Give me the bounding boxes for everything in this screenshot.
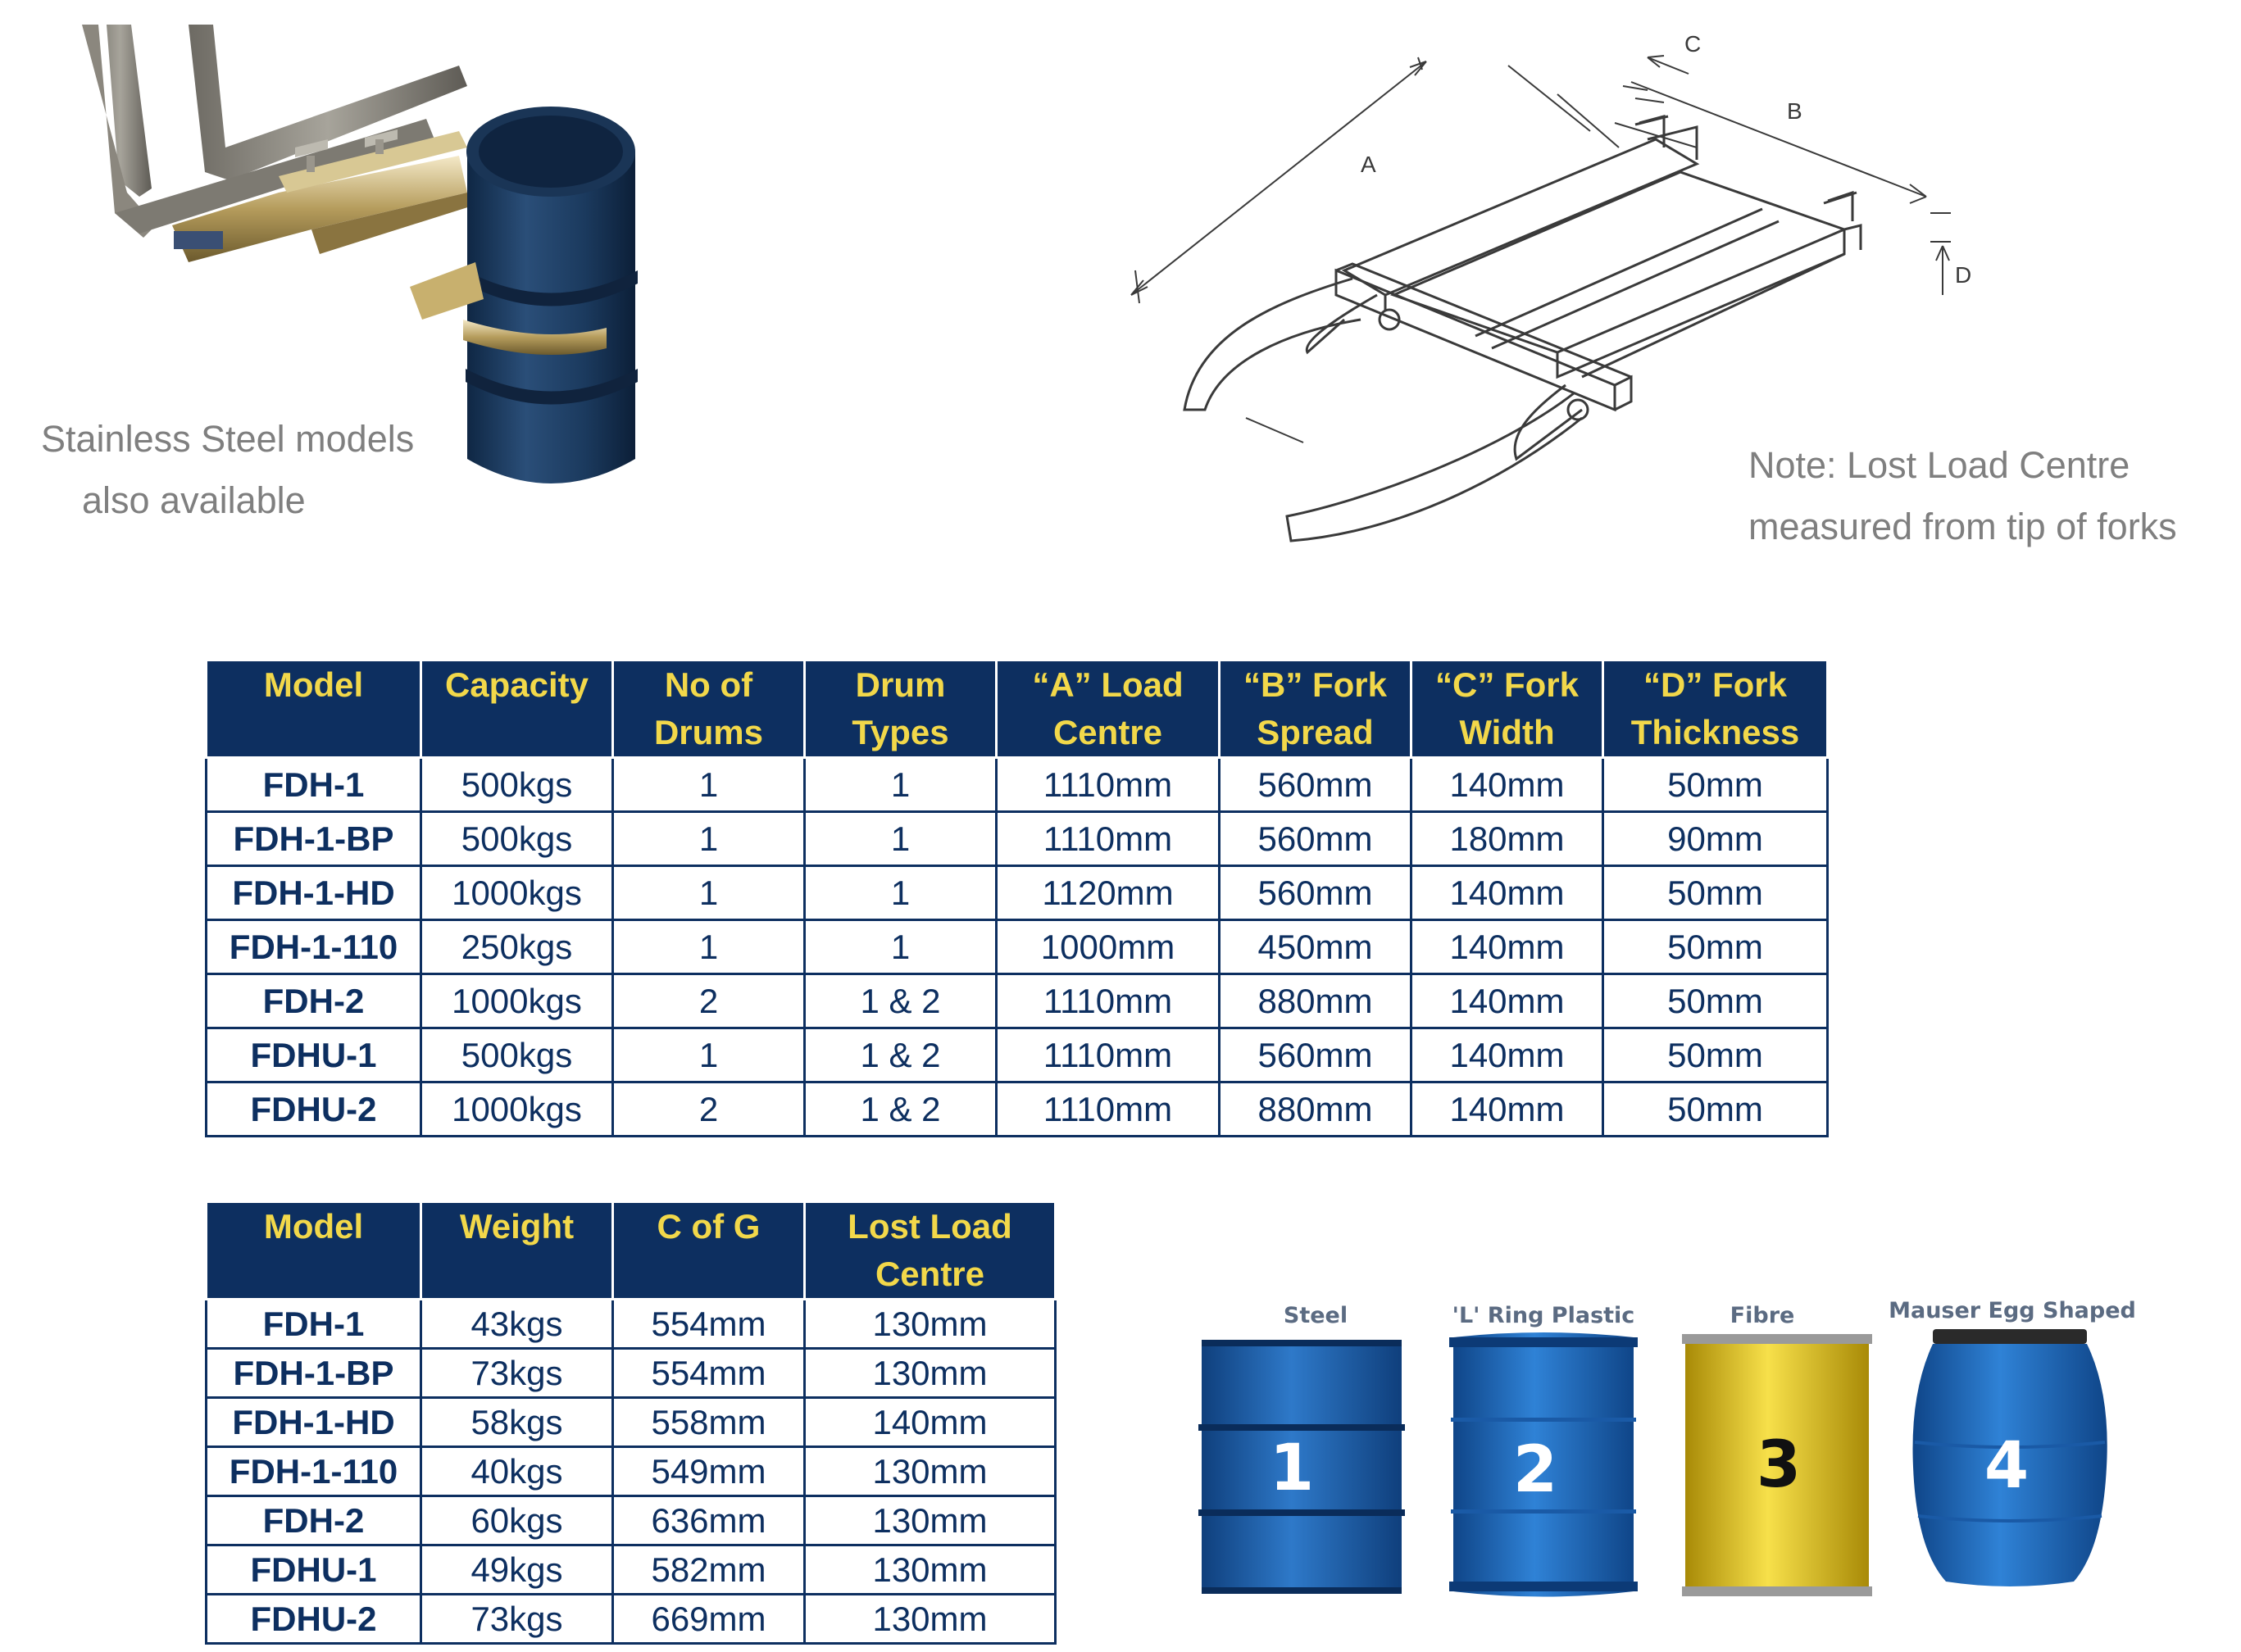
table-cell: 1 bbox=[613, 758, 805, 812]
model-cell: FDH-1-110 bbox=[207, 920, 421, 974]
drum-types bbox=[1180, 1295, 2148, 1606]
table-cell: 58kgs bbox=[421, 1398, 613, 1447]
weight_table-header-1-line-0: Weight bbox=[459, 1207, 575, 1246]
weight_table-header-1 bbox=[421, 1202, 613, 1300]
weight_table-header-3-line-0: Lost Load bbox=[848, 1207, 1012, 1246]
model-cell: FDH-1-HD bbox=[207, 866, 421, 920]
spec_table-header-5 bbox=[1220, 660, 1411, 758]
note-caption-line2: measured from tip of forks bbox=[1748, 506, 2177, 547]
table-cell: 880mm bbox=[1220, 974, 1411, 1028]
stainless-caption-line1: Stainless Steel models bbox=[41, 418, 415, 460]
table-cell: 1 bbox=[613, 920, 805, 974]
table-cell: 130mm bbox=[805, 1595, 1056, 1644]
spec_table-header-7-line-0: “D” Fork bbox=[1643, 665, 1787, 704]
table-cell: 1 & 2 bbox=[805, 1028, 997, 1082]
table-row bbox=[207, 1398, 1056, 1447]
diagram-label-c: C bbox=[1684, 31, 1702, 57]
table-row bbox=[207, 1082, 1828, 1137]
table-cell: 130mm bbox=[805, 1496, 1056, 1545]
table-cell: 500kgs bbox=[421, 812, 613, 866]
spec_table-header-1 bbox=[421, 660, 613, 758]
spec_table-header-3-line-0: Drum bbox=[855, 665, 946, 704]
model-cell: FDHU-1 bbox=[207, 1028, 421, 1082]
table-cell: 50mm bbox=[1603, 974, 1828, 1028]
table-row bbox=[207, 866, 1828, 920]
table-cell: 2 bbox=[613, 1082, 805, 1137]
table-cell: 1 bbox=[613, 812, 805, 866]
stainless-caption bbox=[41, 408, 500, 531]
drum-number-4: 4 bbox=[1984, 1429, 2030, 1503]
table-row bbox=[207, 1545, 1056, 1595]
table-cell: 1110mm bbox=[997, 1082, 1220, 1137]
table-cell: 73kgs bbox=[421, 1349, 613, 1398]
table-cell: 636mm bbox=[613, 1496, 805, 1545]
table-cell: 1 bbox=[805, 866, 997, 920]
weight-table bbox=[205, 1200, 1057, 1645]
spec_table-header-5-line-1: Spread bbox=[1257, 713, 1374, 751]
table-cell: 50mm bbox=[1603, 920, 1828, 974]
table-cell: 560mm bbox=[1220, 758, 1411, 812]
spec_table-header-0 bbox=[207, 660, 421, 758]
weight_table-header-0 bbox=[207, 1202, 421, 1300]
mauser-drum-icon bbox=[1910, 1328, 2111, 1590]
weight_table-header-0-line-0: Model bbox=[263, 1207, 364, 1246]
table-row bbox=[207, 1300, 1056, 1349]
table-cell: 1000kgs bbox=[421, 866, 613, 920]
table-cell: 49kgs bbox=[421, 1545, 613, 1595]
spec_table-header-4 bbox=[997, 660, 1220, 758]
spec-header-row bbox=[207, 660, 1828, 758]
spec_table-header-3 bbox=[805, 660, 997, 758]
table-cell: 1 & 2 bbox=[805, 974, 997, 1028]
table-cell: 1 bbox=[613, 1028, 805, 1082]
table-cell: 1 bbox=[805, 812, 997, 866]
fibre-drum-icon bbox=[1679, 1331, 1875, 1601]
table-cell: 1120mm bbox=[997, 866, 1220, 920]
table-cell: 558mm bbox=[613, 1398, 805, 1447]
model-cell: FDH-1-110 bbox=[207, 1447, 421, 1496]
spec_table-header-1-line-0: Capacity bbox=[444, 665, 589, 704]
table-cell: 140mm bbox=[1411, 1082, 1603, 1137]
table-row bbox=[207, 758, 1828, 812]
table-cell: 500kgs bbox=[421, 758, 613, 812]
weight_table-header-3 bbox=[805, 1202, 1056, 1300]
table-cell: 140mm bbox=[1411, 866, 1603, 920]
table-cell: 549mm bbox=[613, 1447, 805, 1496]
table-cell: 130mm bbox=[805, 1300, 1056, 1349]
spec_table-header-2-line-0: No of bbox=[664, 665, 753, 704]
table-cell: 73kgs bbox=[421, 1595, 613, 1644]
spec_table-header-6-line-1: Width bbox=[1459, 713, 1555, 751]
table-cell: 1 bbox=[805, 920, 997, 974]
table-row bbox=[207, 812, 1828, 866]
drum-number-3: 3 bbox=[1756, 1428, 1802, 1502]
table-cell: 582mm bbox=[613, 1545, 805, 1595]
table-cell: 140mm bbox=[1411, 920, 1603, 974]
table-cell: 1 & 2 bbox=[805, 1082, 997, 1137]
note-caption-line1: Note: Lost Load Centre bbox=[1748, 444, 2130, 486]
spec_table-header-6-line-0: “C” Fork bbox=[1434, 665, 1579, 704]
table-cell: 50mm bbox=[1603, 1028, 1828, 1082]
table-cell: 40kgs bbox=[421, 1447, 613, 1496]
table-row bbox=[207, 920, 1828, 974]
table-cell: 1110mm bbox=[997, 812, 1220, 866]
table-cell: 450mm bbox=[1220, 920, 1411, 974]
table-row bbox=[207, 1028, 1828, 1082]
diagram-label-a: A bbox=[1361, 152, 1376, 177]
weight_table-header-2 bbox=[613, 1202, 805, 1300]
spec-table bbox=[205, 659, 1829, 1137]
model-cell: FDH-1 bbox=[207, 1300, 421, 1349]
table-cell: 180mm bbox=[1411, 812, 1603, 866]
diagram-label-b: B bbox=[1787, 98, 1802, 124]
table-cell: 1110mm bbox=[997, 974, 1220, 1028]
table-cell: 130mm bbox=[805, 1447, 1056, 1496]
model-cell: FDHU-1 bbox=[207, 1545, 421, 1595]
table-cell: 554mm bbox=[613, 1349, 805, 1398]
table-cell: 1000mm bbox=[997, 920, 1220, 974]
spec_table-header-7-line-1: Thickness bbox=[1630, 713, 1800, 751]
drum-label-l-ring-plastic: 'L' Ring Plastic bbox=[1452, 1303, 1635, 1328]
table-cell: 2 bbox=[613, 974, 805, 1028]
table-cell: 1000kgs bbox=[421, 974, 613, 1028]
table-cell: 880mm bbox=[1220, 1082, 1411, 1137]
table-row bbox=[207, 1595, 1056, 1644]
spec_table-header-4-line-1: Centre bbox=[1052, 713, 1163, 751]
table-cell: 140mm bbox=[1411, 974, 1603, 1028]
model-cell: FDHU-2 bbox=[207, 1595, 421, 1644]
weight_table-header-2-line-0: C of G bbox=[657, 1207, 761, 1246]
table-row bbox=[207, 1447, 1056, 1496]
diagram-label-d: D bbox=[1955, 262, 1972, 288]
table-cell: 140mm bbox=[1411, 758, 1603, 812]
table-cell: 560mm bbox=[1220, 866, 1411, 920]
table-cell: 1 bbox=[805, 758, 997, 812]
note-caption bbox=[1748, 434, 2240, 557]
spec_table-header-2 bbox=[613, 660, 805, 758]
table-cell: 500kgs bbox=[421, 1028, 613, 1082]
table-cell: 1000kgs bbox=[421, 1082, 613, 1137]
drum-number-2: 2 bbox=[1512, 1433, 1558, 1507]
spec_table-header-7 bbox=[1603, 660, 1828, 758]
table-cell: 140mm bbox=[1411, 1028, 1603, 1082]
spec_table-header-6 bbox=[1411, 660, 1603, 758]
table-cell: 50mm bbox=[1603, 1082, 1828, 1137]
table-cell: 50mm bbox=[1603, 866, 1828, 920]
drum-label-steel: Steel bbox=[1283, 1303, 1348, 1328]
model-cell: FDH-2 bbox=[207, 1496, 421, 1545]
drum-number-1: 1 bbox=[1269, 1432, 1315, 1505]
model-cell: FDH-2 bbox=[207, 974, 421, 1028]
table-row bbox=[207, 1349, 1056, 1398]
spec_table-header-2-line-1: Drums bbox=[653, 713, 764, 751]
drum-label-fibre: Fibre bbox=[1730, 1303, 1795, 1328]
table-cell: 1110mm bbox=[997, 1028, 1220, 1082]
table-cell: 1110mm bbox=[997, 758, 1220, 812]
model-cell: FDH-1-BP bbox=[207, 812, 421, 866]
spec_table-header-4-line-0: “A” Load bbox=[1032, 665, 1184, 704]
spec_table-header-3-line-1: Types bbox=[852, 713, 949, 751]
model-cell: FDH-1-BP bbox=[207, 1349, 421, 1398]
table-cell: 1 bbox=[613, 866, 805, 920]
table-cell: 250kgs bbox=[421, 920, 613, 974]
model-cell: FDHU-2 bbox=[207, 1082, 421, 1137]
table-row bbox=[207, 974, 1828, 1028]
plastic-drum-icon bbox=[1441, 1328, 1646, 1602]
spec_table-header-0-line-0: Model bbox=[263, 665, 364, 704]
table-cell: 560mm bbox=[1220, 812, 1411, 866]
table-cell: 90mm bbox=[1603, 812, 1828, 866]
steel-drum-icon bbox=[1195, 1336, 1408, 1598]
spec_table-header-5-line-0: “B” Fork bbox=[1243, 665, 1387, 704]
table-cell: 50mm bbox=[1603, 758, 1828, 812]
weight-header-row bbox=[207, 1202, 1056, 1300]
table-cell: 140mm bbox=[805, 1398, 1056, 1447]
table-cell: 60kgs bbox=[421, 1496, 613, 1545]
table-cell: 43kgs bbox=[421, 1300, 613, 1349]
model-cell: FDH-1-HD bbox=[207, 1398, 421, 1447]
table-cell: 669mm bbox=[613, 1595, 805, 1644]
stainless-caption-line2: also available bbox=[82, 479, 306, 521]
weight_table-header-3-line-1: Centre bbox=[875, 1255, 985, 1293]
table-cell: 130mm bbox=[805, 1349, 1056, 1398]
table-cell: 560mm bbox=[1220, 1028, 1411, 1082]
model-cell: FDH-1 bbox=[207, 758, 421, 812]
table-row bbox=[207, 1496, 1056, 1545]
table-cell: 554mm bbox=[613, 1300, 805, 1349]
drum-label-mauser: Mauser Egg Shaped bbox=[1889, 1298, 2136, 1323]
table-cell: 130mm bbox=[805, 1545, 1056, 1595]
